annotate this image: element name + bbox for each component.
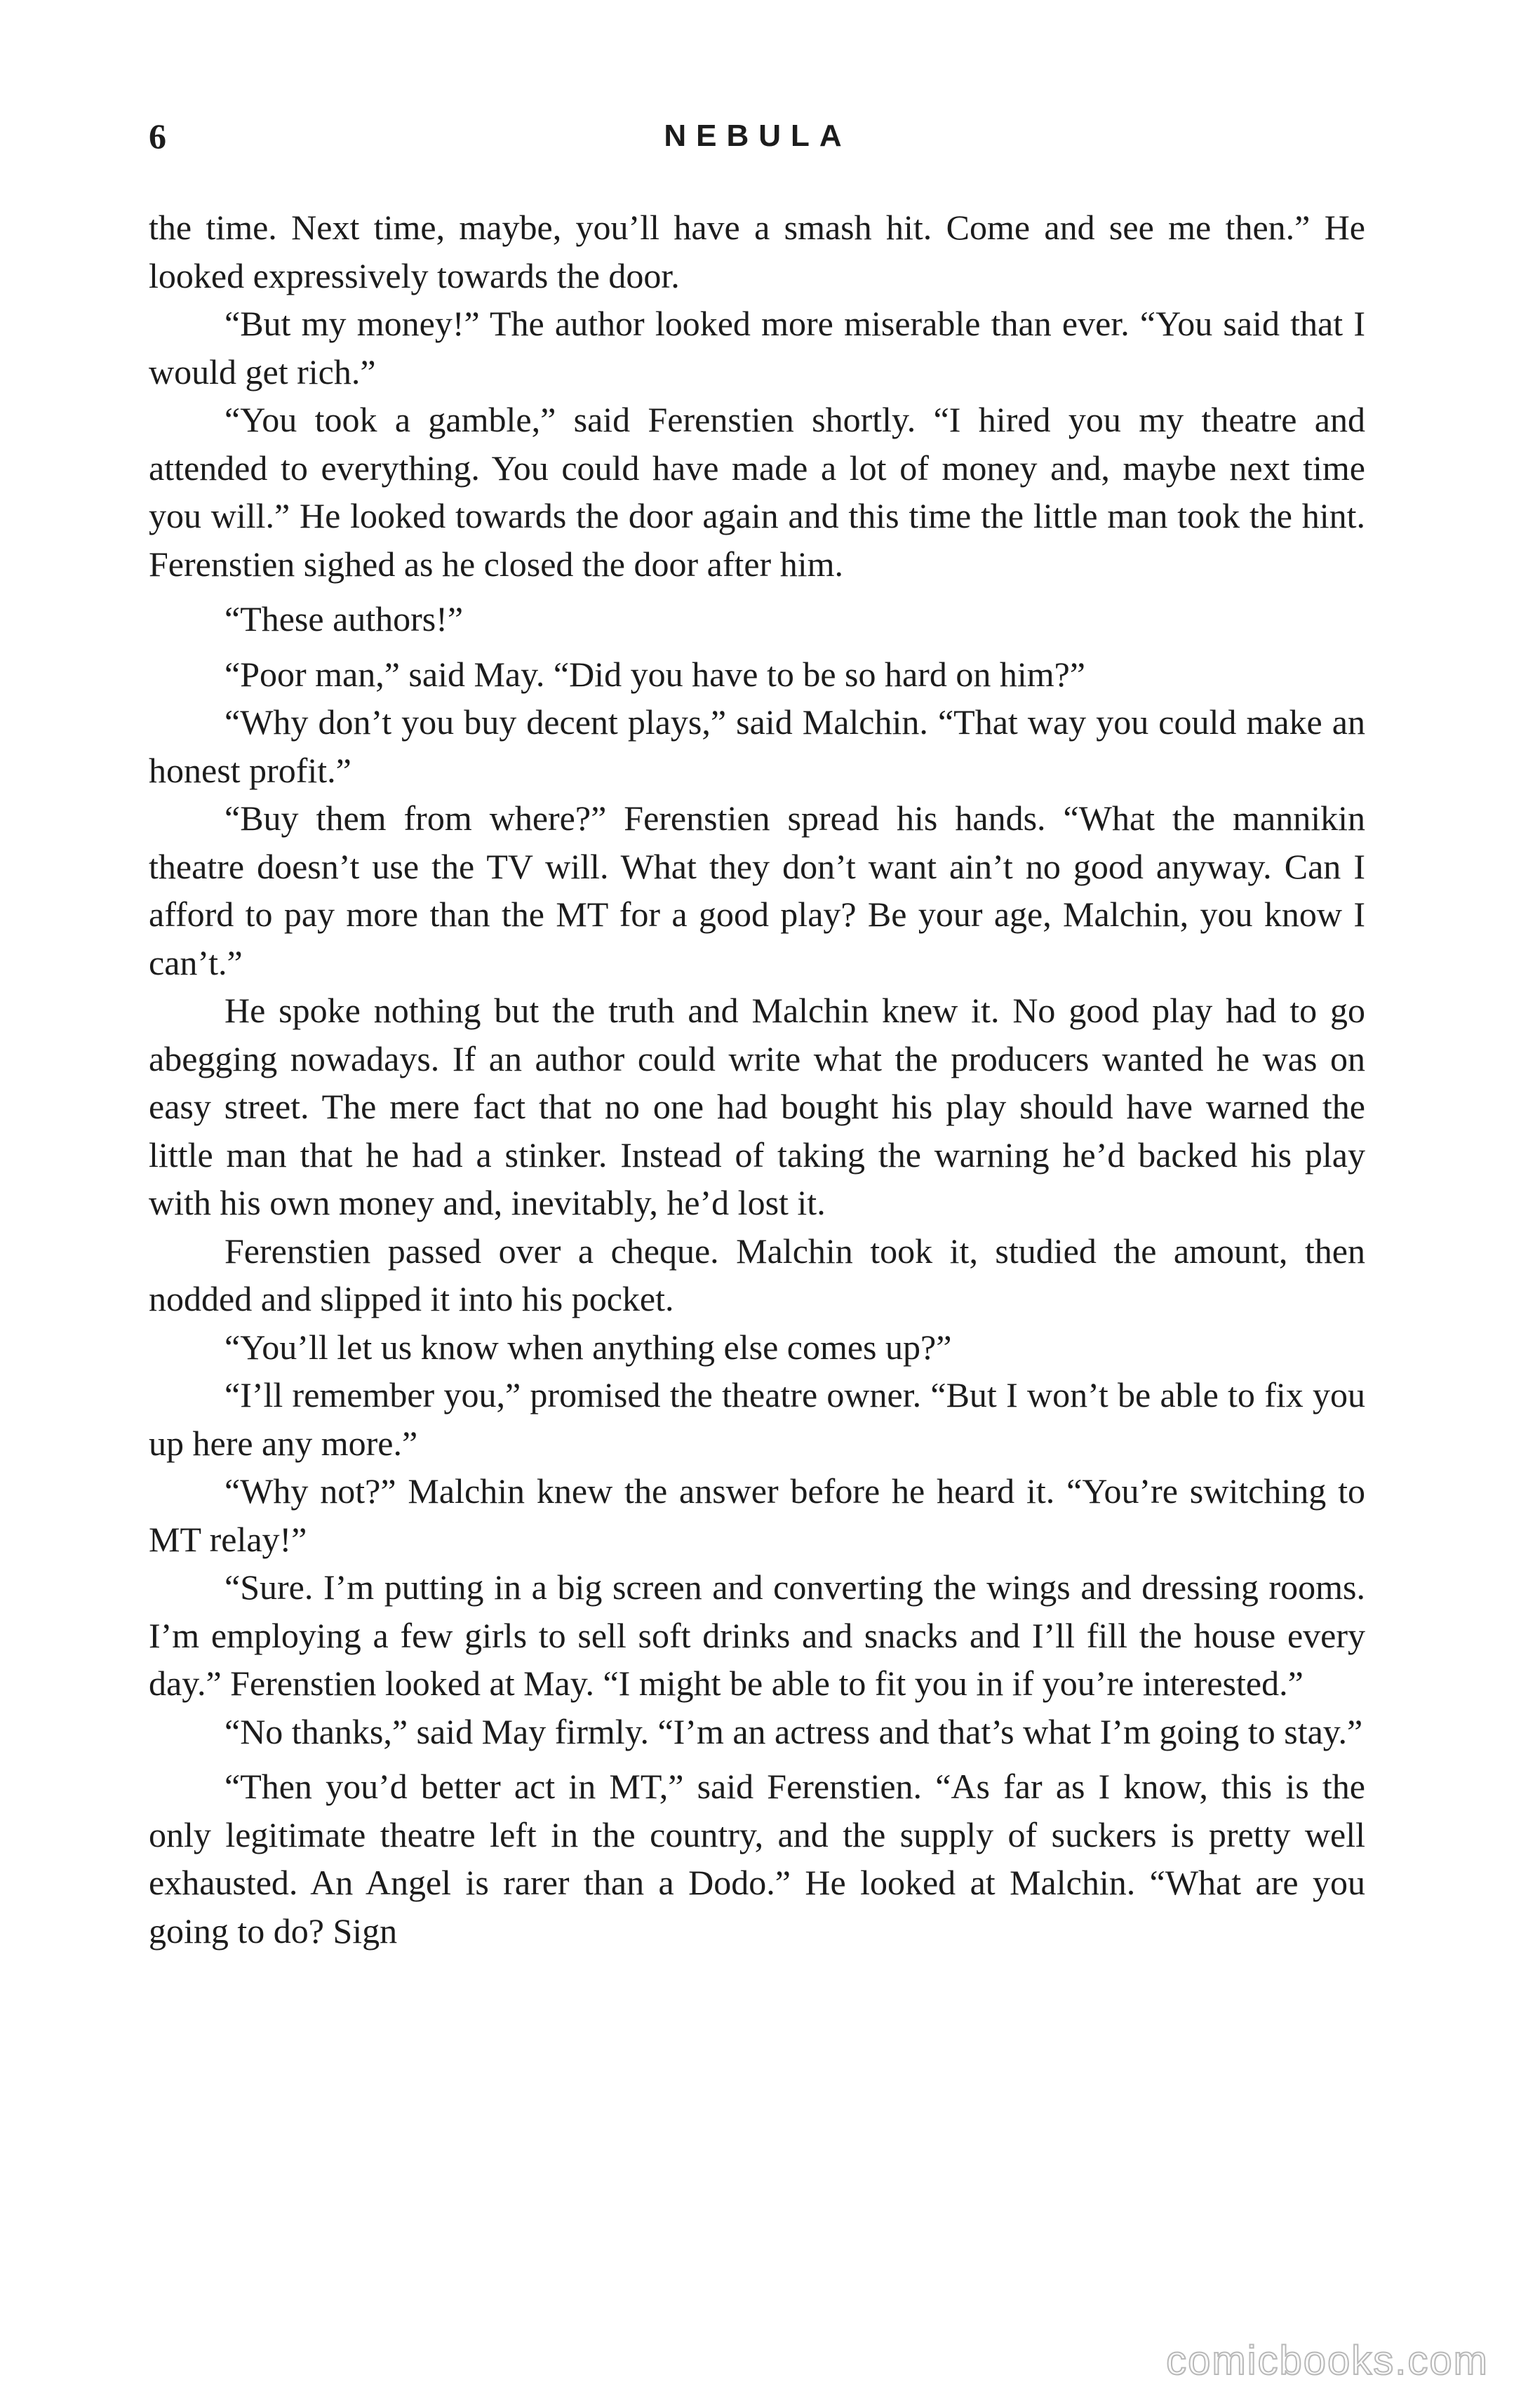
site-watermark: comicbooks.com bbox=[1166, 2338, 1489, 2383]
paragraph-5: “Poor man,” said May. “Did you have to be so hard on him?” bbox=[225, 654, 1086, 694]
paragraph-7: “Buy them from where?” Ferenstien spread his hands. “What the mannikin theatre doesn’t use the TV will. What they don’t want ain’t no good anyway. Can I afford to pay more than the MT for a good play? Be your age, Malchin, you know I can’t.” bbox=[149, 798, 1365, 982]
paragraph-2: “But my money!” The author looked more miserable than ever. “You said that I would get rich.” bbox=[149, 304, 1365, 392]
body-text bbox=[149, 203, 1365, 1955]
running-header bbox=[147, 114, 1368, 159]
paragraph-15: “Then you’d better act in MT,” said Ferenstien. “As far as I know, this is the only legitimate theatre left in the country, and the supply of suckers is pretty well exhausted. An Angel is rarer than a Dodo.” He looked at Malchin. “What are you going to do? Sign bbox=[149, 1767, 1365, 1951]
paragraph-4: “These authors!” bbox=[225, 599, 464, 638]
paragraph-3: “You took a gamble,” said Ferenstien shortly. “I hired you my theatre and attended to everything. You could have made a lot of money and, maybe next time you will.” He looked towards the door again and this time the little man took the hint. Ferenstien sighed as he closed the door after him. bbox=[149, 400, 1365, 584]
paragraph-1: the time. Next time, maybe, you’ll have a smash hit. Come and see me then.” He looked expressively towards the door. bbox=[149, 208, 1365, 295]
paragraph-11: “I’ll remember you,” promised the theatre owner. “But I won’t be able to fix you up here any more.” bbox=[149, 1375, 1365, 1463]
paragraph-6: “Why don’t you buy decent plays,” said Malchin. “That way you could make an honest profit.” bbox=[149, 702, 1365, 790]
paragraph-12: “Why not?” Malchin knew the answer before he heard it. “You’re switching to MT relay!” bbox=[149, 1471, 1365, 1559]
paragraph-8: He spoke nothing but the truth and Malchin knew it. No good play had to go abegging nowadays. If an author could write what the producers wanted he was on easy street. The mere fact that no one had bought his play should have warned the little man that he had a stinker. Instead of taking the warning he’d backed his play with his own money and, inevitably, he’d lost it. bbox=[149, 991, 1365, 1222]
paragraph-14: “No thanks,” said May firmly. “I’m an actress and that’s what I’m going to stay.” bbox=[225, 1711, 1363, 1751]
paragraph-9: Ferenstien passed over a cheque. Malchin took it, studied the amount, then nodded and slipped it into his pocket. bbox=[149, 1231, 1365, 1318]
paragraph-13: “Sure. I’m putting in a big screen and converting the wings and dressing rooms. I’m employing a few girls to sell soft drinks and snacks and I’ll fill the house every day.” Ferenstien looked at May. “I might be able to fit you in if you’re interested.” bbox=[149, 1567, 1365, 1703]
paragraph-10: “You’ll let us know when anything else comes up?” bbox=[225, 1327, 952, 1367]
page-number: 6 bbox=[149, 116, 166, 156]
running-title: NEBULA bbox=[664, 119, 852, 153]
